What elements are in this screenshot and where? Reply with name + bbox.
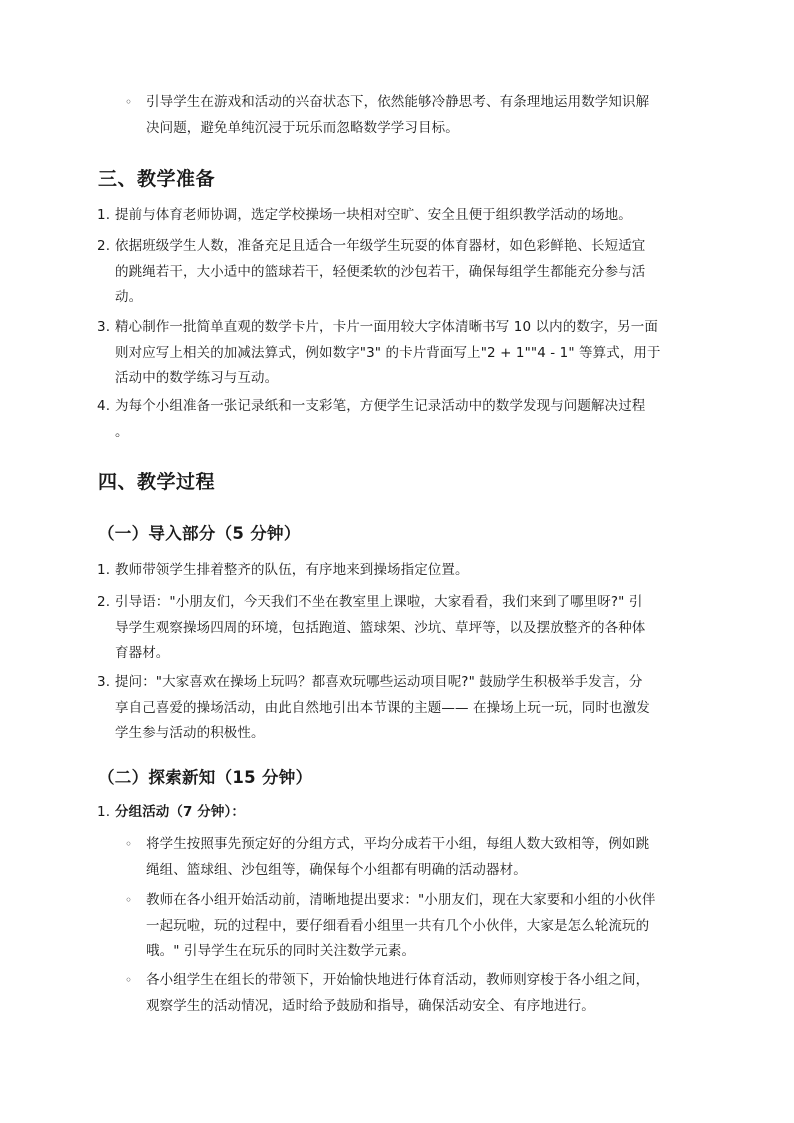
text-line: 则对应写上相关的加减法算式，例如数字"3" 的卡片背面写上"2 + 1""4 - 1" 等算式，用于 <box>115 344 661 361</box>
text-line: 哦。" 引导学生在玩乐的同时关注数学元素。 <box>146 943 416 959</box>
list-number: 1. <box>97 804 111 820</box>
bullet-icon: ◦ <box>125 837 133 851</box>
list-number: 3. <box>97 319 111 335</box>
text-line: 观察学生的活动情况，适时给予鼓励和指导，确保活动安全、有序地进行。 <box>146 997 595 1014</box>
text-line: 提前与体育老师协调，选定学校操场一块相对空旷、安全且便于组织教学活动的场地。 <box>115 207 632 223</box>
text-line: 活动中的数学练习与互动。 <box>115 370 279 386</box>
section-heading: 四、教学过程 <box>98 471 216 493</box>
text-line: 将学生按照事先预定好的分组方式，平均分成若干小组，每组人数大致相等，例如跳 <box>146 836 650 852</box>
text-line: 的跳绳若干，大小适中的篮球若干，轻便柔软的沙包若干，确保每组学生都能充分参与活 <box>115 263 646 280</box>
bullet-icon: ◦ <box>125 973 133 987</box>
text-line: 导学生观察操场四周的环境，包括跑道、篮球架、沙坑、草坪等，以及摆放整齐的各种体 <box>115 619 646 636</box>
bullet-icon: ◦ <box>125 893 133 907</box>
text-line: 。 <box>115 423 129 440</box>
text-line: 各小组学生在组长的带领下，开始愉快地进行体育活动，教师则穿梭于各小组之间， <box>146 972 650 988</box>
text-line: 分组活动（7 分钟）： <box>115 804 245 820</box>
text-line: 学生参与活动的积极性。 <box>115 725 265 741</box>
text-line: 引导学生在游戏和活动的兴奋状态下，依然能够冷静思考、有条理地运用数学知识解 <box>146 94 650 110</box>
section-heading: 三、教学准备 <box>98 168 216 190</box>
text-line: 绳组、篮球组、沙包组等，确保每个小组都有明确的活动器材。 <box>146 861 527 878</box>
subsection-heading: （一）导入部分（5 分钟） <box>98 524 301 543</box>
list-number: 2. <box>97 594 111 610</box>
list-number: 3. <box>97 674 111 690</box>
text-line: 依据班级学生人数，准备充足且适合一年级学生玩耍的体育器材，如色彩鲜艳、长短适宜 <box>115 238 646 254</box>
text-line: 为每个小组准备一张记录纸和一支彩笔，方便学生记录活动中的数学发现与问题解决过程 <box>115 398 646 414</box>
text-line: 精心制作一批简单直观的数学卡片，卡片一面用较大字体清晰书写 10 以内的数字，另一面 <box>115 319 658 335</box>
list-number: 4. <box>97 398 111 414</box>
text-line: 引导语："小朋友们，今天我们不坐在教室里上课啦，大家看看，我们来到了哪里呀?" 引 <box>115 594 643 610</box>
text-line: 教师在各小组开始活动前，清晰地提出要求："小朋友们，现在大家要和小组的小伙伴 <box>146 892 656 908</box>
text-line: 动。 <box>115 289 143 305</box>
text-line: 提问："大家喜欢在操场上玩吗？都喜欢玩哪些运动项目呢?" 鼓励学生积极举手发言，分 <box>115 674 643 690</box>
subsection-heading: （二）探索新知（15 分钟） <box>98 768 313 787</box>
text-line: 享自己喜爱的操场活动，由此自然地引出本节课的主题—— 在操场上玩一玩，同时也激发 <box>115 699 650 716</box>
bullet-text <box>146 90 649 141</box>
bullet-icon: ◦ <box>125 95 133 109</box>
text-line: 教师带领学生排着整齐的队伍，有序地来到操场指定位置。 <box>115 562 469 578</box>
text-line: 决问题，避免单纯沉浸于玩乐而忽略数学学习目标。 <box>146 119 459 136</box>
list-number: 1. <box>97 207 111 223</box>
text-line: 育器材。 <box>115 645 170 661</box>
list-number: 2. <box>97 238 111 254</box>
text-line: 一起玩啦，玩的过程中，要仔细看看小组里一共有几个小伙伴，大家是怎么轮流玩的 <box>146 917 650 934</box>
list-number: 1. <box>97 562 111 578</box>
